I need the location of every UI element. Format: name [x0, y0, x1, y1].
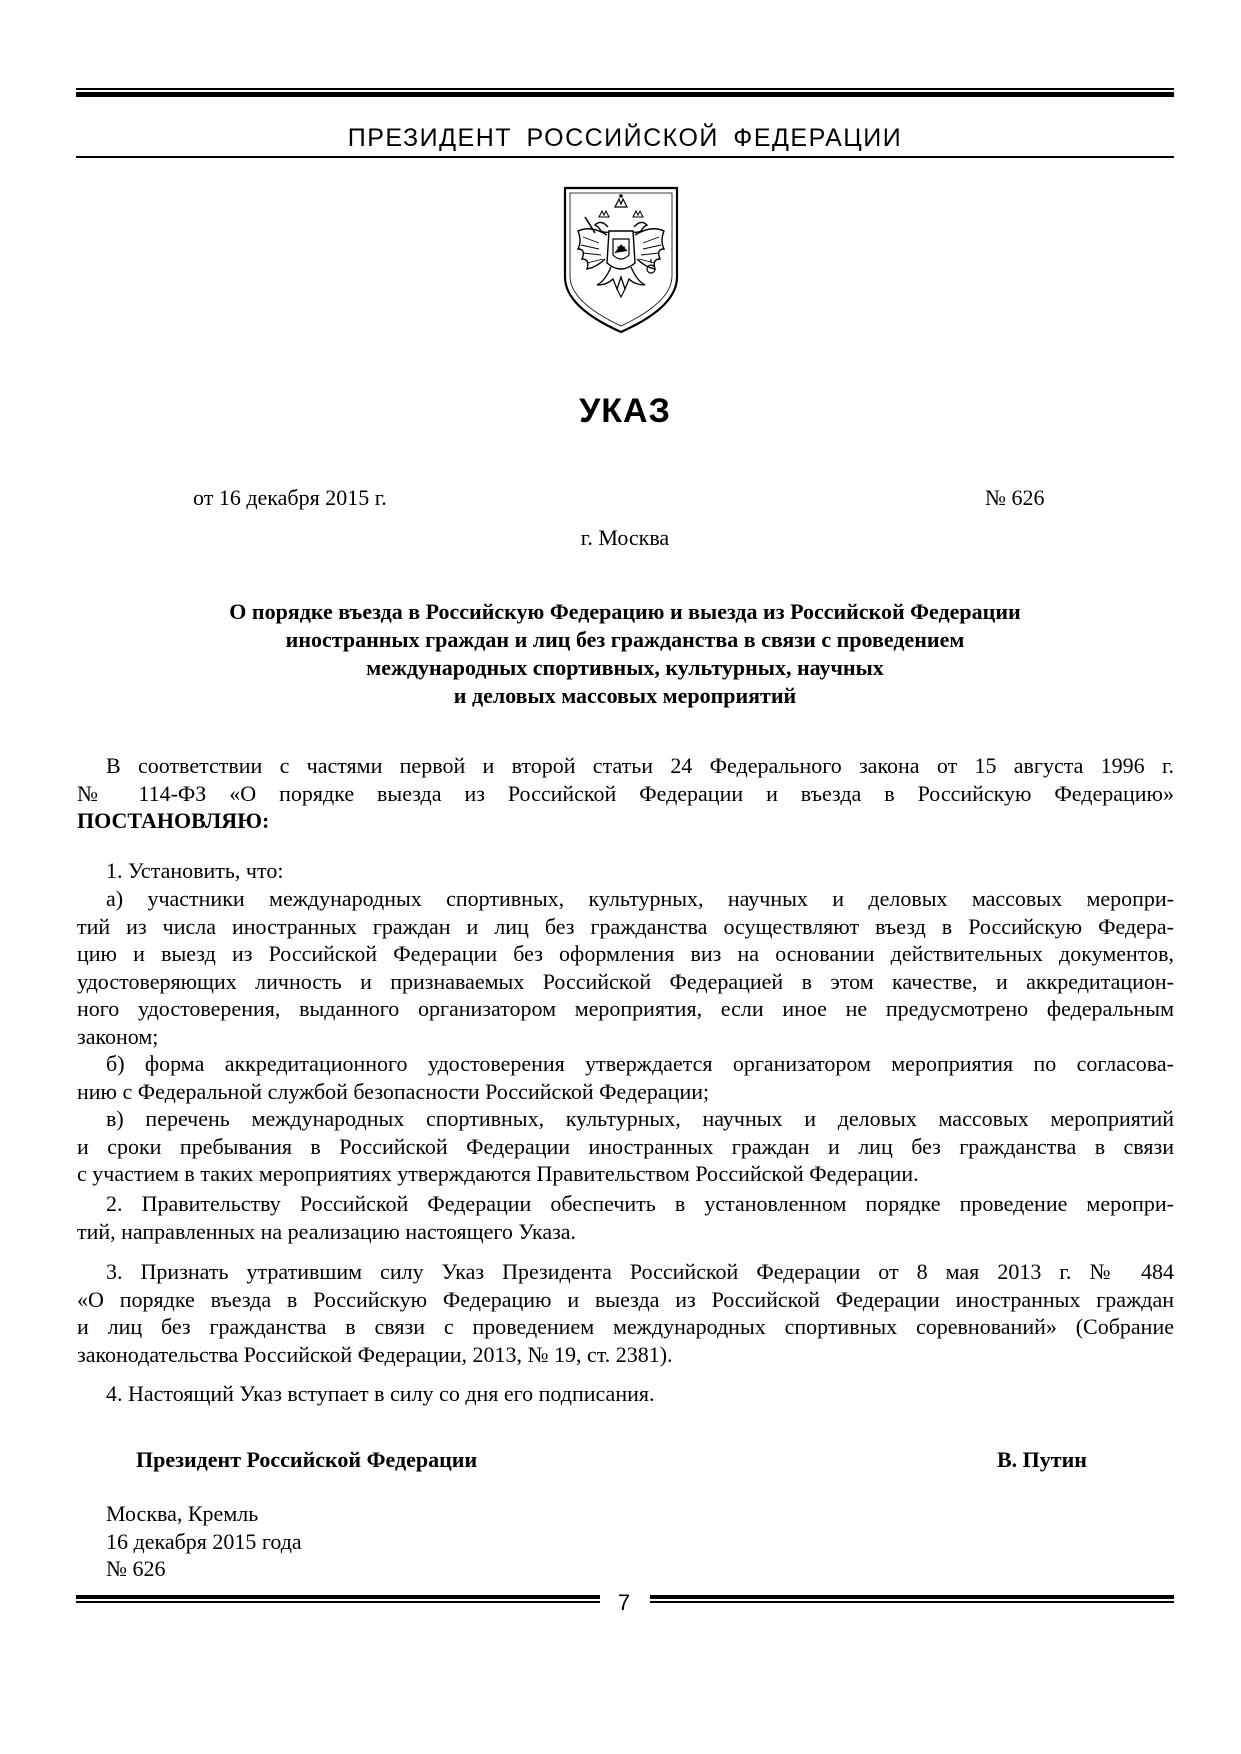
place-and-date-block — [106, 1500, 302, 1583]
double-headed-eagle-icon — [561, 185, 681, 335]
footer-rule-right-thin — [650, 1601, 1174, 1603]
item-line: «О порядке въезда в Российскую Федерацию и выезда из Российской Федерации иностранных граждан — [77, 1286, 1174, 1312]
header-rule-thick — [76, 92, 1174, 97]
subject-line: и деловых массовых мероприятий — [453, 683, 797, 708]
signature-title: Президент Российской Федерации — [136, 1447, 478, 1472]
item-4 — [77, 1380, 1174, 1408]
item-2 — [77, 1190, 1174, 1245]
signature-name: В. Путин — [997, 1447, 1087, 1472]
place-number-line: № 626 — [106, 1556, 166, 1581]
item-line: удостоверяющих личность и признаваемых Российской Федерацией в этом качестве, и аккредитацион- — [77, 968, 1174, 994]
item-line: 4. Настоящий Указ вступает в силу со дня его подписания. — [106, 1381, 655, 1406]
item-1-intro — [77, 857, 1174, 885]
item-line: 3. Признать утратившим силу Указ Президента Российской Федерации от 8 мая 2013 г. № 484 — [106, 1259, 1174, 1284]
item-line: и сроки пребывания в Российской Федерации иностранных граждан и лиц без гражданства в связи — [77, 1133, 1174, 1159]
place-line: Москва, Кремль — [106, 1501, 259, 1526]
item-line: а) участники международных спортивных, культурных, научных и деловых массовых меропри- — [106, 886, 1174, 911]
header-rule-bottom — [76, 156, 1174, 158]
subject-line: международных спортивных, культурных, научных — [366, 655, 884, 680]
document-number: № 626 — [985, 485, 1045, 510]
item-line: ного удостоверения, выданного организатором мероприятия, если иное не предусмотрено федеральным — [77, 996, 1174, 1021]
document-subject — [120, 598, 1130, 710]
item-line: цию и выезд из Российской Федерации без оформления виз на основании действительных документов, — [77, 941, 1174, 966]
document-city: г. Москва — [580, 525, 670, 550]
document-type-title: УКАЗ — [579, 392, 671, 430]
preamble-line: № 114-ФЗ «О порядке выезда из Российской Федерации и въезда в Российскую Федерацию» — [77, 780, 1174, 806]
preamble-line: В соответствии с частями первой и второй статьи 24 Федерального закона от 15 августа 1996 г. — [106, 753, 1174, 778]
subject-line: О порядке въезда в Российскую Федерацию и выезда из Российской Федерации — [229, 599, 1021, 624]
item-1c — [77, 1105, 1174, 1188]
footer-rule-left-thin — [76, 1601, 600, 1603]
decree-word: ПОСТАНОВЛЯЮ: — [77, 808, 270, 833]
item-1b — [77, 1050, 1174, 1105]
item-line: законом; — [77, 1023, 159, 1049]
coat-of-arms-emblem — [561, 185, 681, 335]
place-date-line: 16 декабря 2015 года — [106, 1528, 302, 1554]
item-line: и лиц без гражданства в связи с проведением международных спортивных соревнований» (Собрание — [77, 1314, 1174, 1339]
footer-rule-right-thick — [650, 1595, 1174, 1599]
item-3 — [77, 1258, 1174, 1368]
item-line: б) форма аккредитационного удостоверения утверждается организатором мероприятия по согласова- — [106, 1051, 1174, 1076]
item-line: нию с Федеральной службой безопасности Российской Федерации; — [77, 1078, 710, 1104]
header-rule-thin-top — [76, 88, 1174, 90]
item-line: тий, направленных на реализацию настоящего Указа. — [77, 1218, 577, 1244]
item-line: с участием в таких мероприятиях утверждаются Правительством Российской Федерации. — [77, 1161, 919, 1186]
item-1a — [77, 885, 1174, 1050]
item-line: законодательства Российской Федерации, 2013, № 19, ст. 2381). — [77, 1341, 673, 1367]
document-date: от 16 декабря 2015 г. — [193, 485, 387, 510]
item-line: 2. Правительству Российской Федерации обеспечить в установленном порядке проведение меропри- — [106, 1191, 1174, 1216]
header-title: ПРЕЗИДЕНТ РОССИЙСКОЙ ФЕДЕРАЦИИ — [347, 124, 903, 152]
subject-line: иностранных граждан и лиц без гражданства в связи с проведением — [285, 627, 965, 652]
page-number: 7 — [617, 1590, 631, 1615]
footer-rule-left-thick — [76, 1595, 600, 1599]
preamble-paragraph — [77, 752, 1174, 835]
item-line: в) перечень международных спортивных, культурных, научных и деловых массовых мероприятий — [106, 1106, 1174, 1131]
item-line: 1. Установить, что: — [106, 858, 284, 883]
item-line: тий из числа иностранных граждан и лиц без гражданства осуществляют въезд в Российскую Федера- — [77, 913, 1174, 939]
